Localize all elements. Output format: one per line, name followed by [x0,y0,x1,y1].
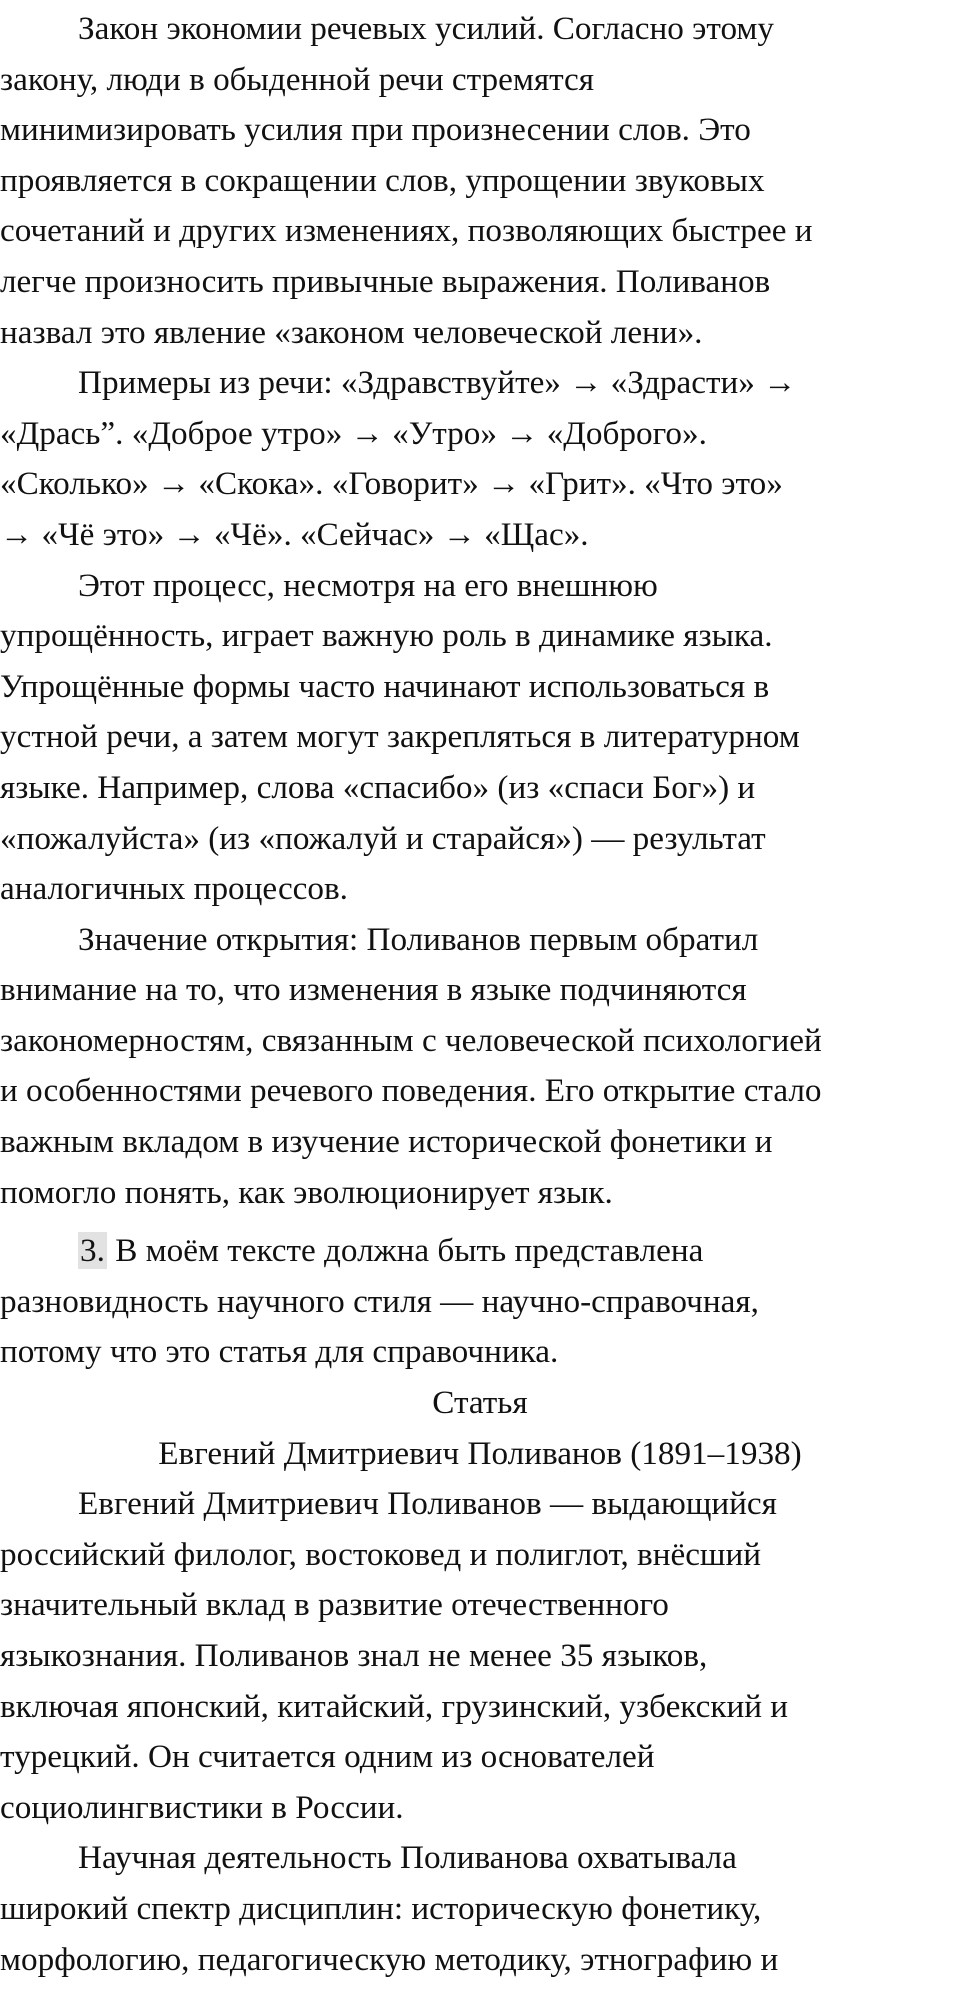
text-line: минимизировать усилия при произнесении слов. Это [0,111,751,149]
paragraph-process [0,561,960,915]
paragraph-significance [0,915,960,1219]
text-line: и особенностями речевого поведения. Его открытие стало [0,1072,822,1110]
text-line: легче произносить привычные выражения. Поливанов [0,262,771,300]
text-line: Значение открытия: Поливанов первым обратил [78,920,759,958]
text-line: Евгений Дмитриевич Поливанов — выдающийся [78,1485,777,1523]
text-line: внимание на то, что изменения в языке подчиняются [0,971,747,1009]
text-line: Упрощённые формы часто начинают использоваться в [0,667,770,705]
text-line: социолингвистики в России. [0,1788,404,1826]
article-heading [0,1378,960,1479]
text-line: «Сколько» → «Скока». «Говорит» → «Грит». «Что это» [0,465,783,503]
article-title: Евгений Дмитриевич Поливанов (1891–1938) [158,1434,802,1472]
text-line: сочетаний и других изменениях, позволяющих быстрее и [0,212,813,250]
text-line: языке. Например, слова «спасибо» (из «спаси Бог») и [0,768,756,806]
text-line: российский филолог, востоковед и полиглот, внёсший [0,1535,762,1573]
text-line: «пожалуйста» (из «пожалуй и старайся») — результат [0,819,766,857]
text-line: Этот процесс, несмотря на его внешнюю [78,566,658,604]
paragraph-scientific-activity [0,1833,960,1985]
text-fragment: В моём тексте должна быть представлена [106,1232,704,1270]
text-line: проявляется в сокращении слов, упрощении звуковых [0,161,765,199]
paragraph-biography [0,1479,960,1833]
text-line: Научная деятельность Поливанова охватывала [78,1839,737,1877]
paragraph-economy-law [0,4,960,358]
text-line: «Драсьˮ. «Доброе утро» → «Утро» → «Доброго». [0,414,707,452]
paragraph-task-3 [0,1226,960,1378]
spacer [0,1218,960,1226]
text-line: закону, люди в обыденной речи стремятся [0,60,595,98]
text-line: аналогичных процессов. [0,870,348,908]
text-line: → «Чё это» → «Чё». «Сейчас» → «Щас». [0,515,589,553]
text-line: значительный вклад в развитие отечественного [0,1586,669,1624]
text-line [0,1226,960,1277]
text-line: устной речи, а затем могут закрепляться в литературном [0,718,800,756]
text-line: потому что это статья для справочника. [0,1333,559,1371]
text-line: морфологию, педагогическую методику, этнографию и [0,1940,779,1978]
text-line: помогло понять, как эволюционирует язык. [0,1173,613,1211]
text-line: турецкий. Он считается одним из основателей [0,1738,655,1776]
text-line: упрощённость, играет важную роль в динамике языка. [0,617,773,655]
article-label: Статья [432,1384,528,1422]
text-line: языкознания. Поливанов знал не менее 35 языков, [0,1637,708,1674]
text-line: Закон экономии речевых усилий. Согласно этому [78,10,774,47]
text-line: важным вкладом в изучение исторической фонетики и [0,1123,773,1161]
text-line: закономерностям, связанным с человеческой психологией [0,1021,822,1059]
text-line: назвал это явление «законом человеческой лени». [0,313,703,351]
text-line: широкий спектр дисциплин: историческую фонетику, [0,1889,762,1927]
task-number: 3. [80,1232,105,1270]
text-line: Примеры из речи: «Здравствуйте» → «Здрасти» → [78,364,797,402]
text-line: включая японский, китайский, грузинский, узбекский и [0,1687,789,1725]
paragraph-speech-examples [0,358,960,560]
text-line: разновидность научного стиля — научно-справочная, [0,1282,759,1320]
